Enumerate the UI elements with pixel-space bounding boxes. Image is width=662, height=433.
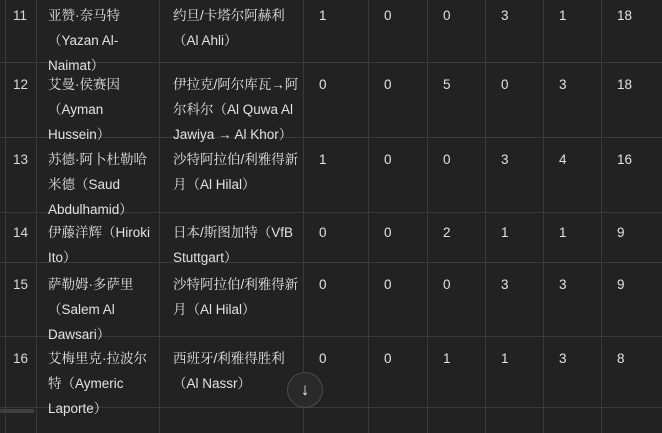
player-name-line: Dawsari） — [48, 327, 111, 342]
country-club-cell — [160, 408, 304, 433]
stat-cell: 1 — [304, 0, 369, 62]
table-row — [0, 263, 662, 342]
country-club-line: Jawiya → Al Khor） — [173, 127, 293, 142]
bottom-left-strip — [0, 409, 34, 413]
player-name-line: Naimat） — [48, 58, 105, 73]
stat-cell: 4 — [544, 138, 602, 212]
stat-cell: 0 — [369, 0, 428, 62]
country-club-cell — [160, 138, 304, 212]
player-name-line: Hussein） — [48, 127, 111, 142]
player-name-line: Laporte） — [48, 401, 108, 416]
stat-cell: 3 — [544, 263, 602, 336]
table-row — [0, 337, 662, 416]
country-club-cell — [160, 63, 304, 142]
stat-cell: 1 — [544, 0, 602, 62]
stat-cell: 0 — [369, 213, 428, 262]
player-name-line: 艾曼·侯赛因 — [48, 77, 120, 92]
player-name-cell — [37, 213, 160, 265]
stat-cell: 0 — [369, 263, 428, 336]
country-club-cell — [160, 337, 304, 407]
player-name-cell — [37, 138, 160, 217]
stat-cell: 0 — [486, 63, 544, 137]
country-club-cell — [160, 0, 304, 62]
country-club-line: 尔科尔（Al Quwa Al — [173, 102, 294, 117]
stat-cell: 9 — [617, 225, 625, 240]
country-club-line: 约旦/卡塔尔阿赫利 — [173, 8, 285, 23]
rank-cell: 16 — [6, 337, 37, 407]
stat-cell: 18 — [617, 8, 633, 23]
stat-cell — [369, 408, 428, 433]
country-club-line: 沙特阿拉伯/利雅得新 — [173, 152, 299, 167]
country-club-line: 西班牙/利雅得胜利 — [173, 351, 285, 366]
player-name-line: （Yazan Al- — [48, 33, 119, 48]
country-club-line: （Al Ahli） — [173, 33, 238, 48]
player-name-cell — [37, 263, 160, 342]
stat-cell: 0 — [304, 337, 369, 407]
stat-cell: 0 — [369, 138, 428, 212]
stat-cell: 5 — [428, 63, 486, 137]
player-name-line: 米德（Saud — [48, 177, 121, 192]
rank-cell: 15 — [6, 263, 37, 336]
player-name-line: Abdulhamid） — [48, 202, 133, 217]
table-row — [0, 213, 662, 263]
stat-cell: 1 — [486, 213, 544, 262]
stat-cell: 0 — [428, 0, 486, 62]
stat-cell: 3 — [486, 138, 544, 212]
country-club-line: 日本/斯图加特（VfB — [173, 225, 294, 240]
stat-cell: 16 — [617, 152, 633, 167]
player-name-cell — [37, 0, 160, 73]
country-club-line: 月（Al Hilal） — [173, 177, 256, 192]
stat-cell: 1 — [486, 337, 544, 407]
stat-cell — [304, 408, 369, 433]
country-club-cell — [160, 263, 304, 336]
player-name-line: 亚赞·奈马特 — [48, 8, 120, 23]
rank-cell: 14 — [6, 213, 37, 262]
player-name-cell — [37, 337, 160, 416]
stat-cell — [486, 408, 544, 433]
down-arrow-icon: ↓ — [300, 380, 310, 399]
player-name-line: 萨勒姆·多萨里 — [48, 277, 134, 292]
player-name-line: 特（Aymeric — [48, 376, 124, 391]
player-name-line: 苏德·阿卜杜勒哈 — [48, 152, 147, 167]
stat-cell: 1 — [304, 138, 369, 212]
rank-cell: 13 — [6, 138, 37, 212]
country-club-line: Stuttgart） — [173, 250, 238, 265]
stat-cell: 1 — [428, 337, 486, 407]
stat-cell: 3 — [544, 63, 602, 137]
stat-cell — [544, 408, 602, 433]
stat-cell: 9 — [617, 277, 625, 292]
player-name-line: Ito） — [48, 250, 77, 265]
player-name-line: （Ayman — [48, 102, 104, 117]
country-club-line: （Al Nassr） — [173, 376, 252, 391]
stat-cell: 2 — [428, 213, 486, 262]
rank-cell: 11 — [6, 0, 37, 62]
stat-cell: 3 — [544, 337, 602, 407]
stat-cell: 0 — [304, 263, 369, 336]
stat-cell: 0 — [304, 63, 369, 137]
player-name-line: 伊藤洋辉（Hiroki — [48, 225, 151, 240]
player-name-cell — [37, 408, 160, 433]
table-row — [0, 63, 662, 142]
stat-cell: 0 — [304, 213, 369, 262]
stat-cell: 18 — [617, 77, 633, 92]
country-club-line: 沙特阿拉伯/利雅得新 — [173, 277, 299, 292]
rank-cell: 12 — [6, 63, 37, 137]
table-row — [0, 138, 662, 217]
stat-cell: 8 — [617, 351, 625, 366]
player-name-line: 艾梅里克·拉波尔 — [48, 351, 147, 366]
stat-cell: 0 — [369, 63, 428, 137]
table-row — [0, 0, 662, 73]
stat-cell — [428, 408, 486, 433]
stat-cell — [602, 408, 662, 433]
stat-cell: 1 — [544, 213, 602, 262]
stat-cell: 0 — [369, 337, 428, 407]
country-club-line: 伊拉克/阿尔库瓦→阿 — [173, 77, 299, 92]
player-name-cell — [37, 63, 160, 142]
scroll-down-button[interactable] — [287, 372, 323, 408]
stat-cell: 3 — [486, 263, 544, 336]
country-club-line: 月（Al Hilal） — [173, 302, 256, 317]
stat-cell: 3 — [486, 0, 544, 62]
table-row-partial — [0, 408, 662, 433]
stat-cell: 0 — [428, 138, 486, 212]
player-name-line: （Salem Al — [48, 302, 115, 317]
country-club-cell — [160, 213, 304, 265]
stat-cell: 0 — [428, 263, 486, 336]
